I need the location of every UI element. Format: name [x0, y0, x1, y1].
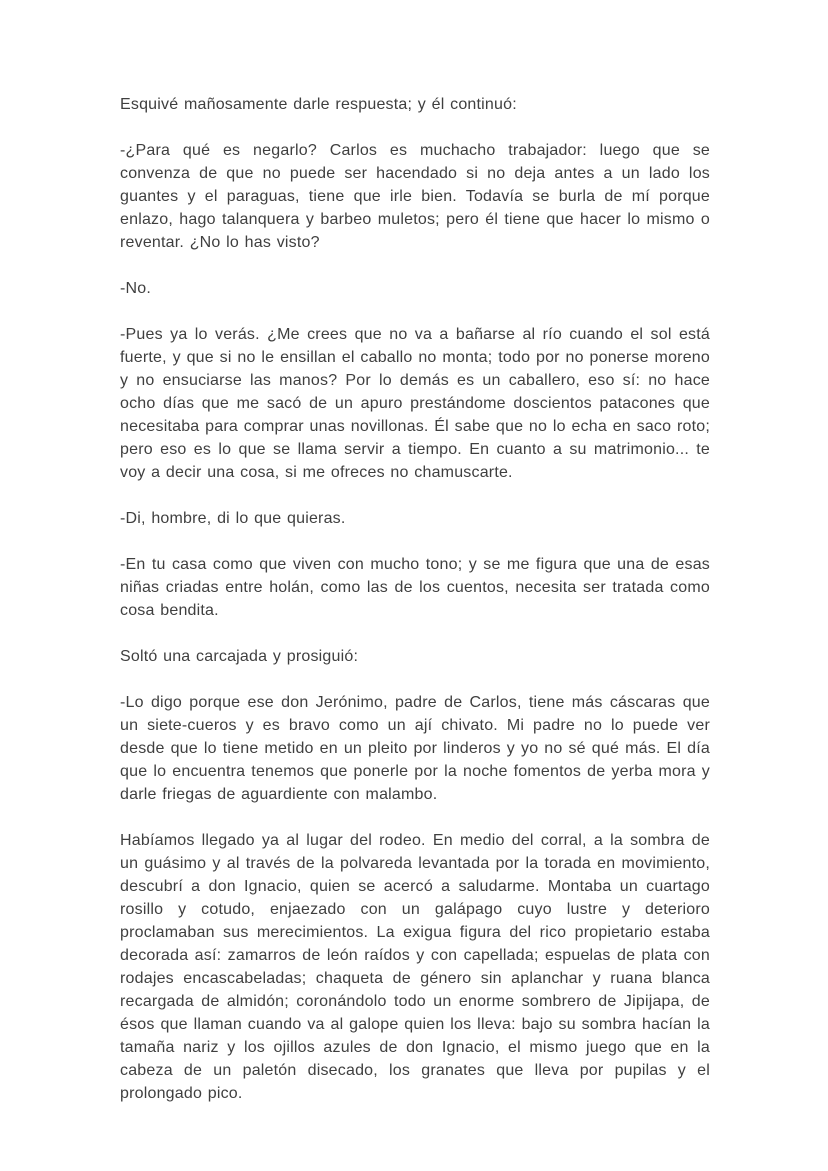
paragraph: Soltó una carcajada y prosiguió: — [120, 648, 359, 665]
paragraph: Habíamos llegado ya al lugar del rodeo. En medio del corral, a la sombra de un guásimo y al través de la polvareda levantada por la torada en movimiento, descubrí a don Ignacio, quien se acercó a saludarme. Montaba un cuartago rosillo y cotudo, enjaezado con un galápago cuyo lustre y deterioro proclamaban sus merecimientos. La exigua figura del rico propietario estaba decorada así: zamarros de león raídos y con capellada; espuelas de plata con rodajes encascabeladas; chaqueta de género sin aplanchar y ruana blanca recargada de almidón; coronándolo todo un enorme sombrero de Jipijapa, de ésos que llaman cuando va al galope quien los lleva: bajo su sombra hacían la tamaña nariz y los ojillos azules de don Ignacio, el mismo juego que en la cabeza de un paletón disecado, los granates que lleva por pupilas y el prolongado pico. — [120, 832, 710, 1102]
paragraph: -Pues ya lo verás. ¿Me crees que no va a bañarse al río cuando el sol está fuerte, y que si no le ensillan el caballo no monta; todo por no ponerse moreno y no ensuciarse las manos? Por lo demás es un caballero, eso sí: no hace ocho días que me sacó de un apuro prestándome doscientos patacones que necesitaba para comprar unas novillonas. Él sabe que no lo echa en saco roto; pero eso es lo que se llama servir a tiempo. En cuanto a su matrimonio... te voy a decir una cosa, si me ofreces no chamuscarte. — [120, 326, 710, 481]
paragraph: -En tu casa como que viven con mucho tono; y se me figura que una de esas niñas criadas entre holán, como las de los cuentos, necesita ser tratada como cosa bendita. — [120, 556, 710, 619]
paragraph: -Di, hombre, di lo que quieras. — [120, 510, 346, 527]
paragraph: -Lo digo porque ese don Jerónimo, padre de Carlos, tiene más cáscaras que un siete-cueros y es bravo como un ají chivato. Mi padre no lo puede ver desde que lo tiene metido en un pleito por linderos y yo no sé qué más. El día que lo encuentra tenemos que ponerle por la noche fomentos de yerba mora y darle friegas de aguardiente con malambo. — [120, 694, 710, 803]
paragraph: -No. — [120, 280, 152, 297]
paragraph: Esquivé mañosamente darle respuesta; y él continuó: — [120, 96, 517, 113]
paragraph: -¿Para qué es negarlo? Carlos es muchacho trabajador: luego que se convenza de que no puede ser hacendado si no deja antes a un lado los guantes y el paraguas, tiene que irle bien. Todavía se burla de mí porque enlazo, hago talanquera y barbeo muletos; pero él tiene que hacer lo mismo o reventar. ¿No lo has visto? — [120, 142, 710, 251]
